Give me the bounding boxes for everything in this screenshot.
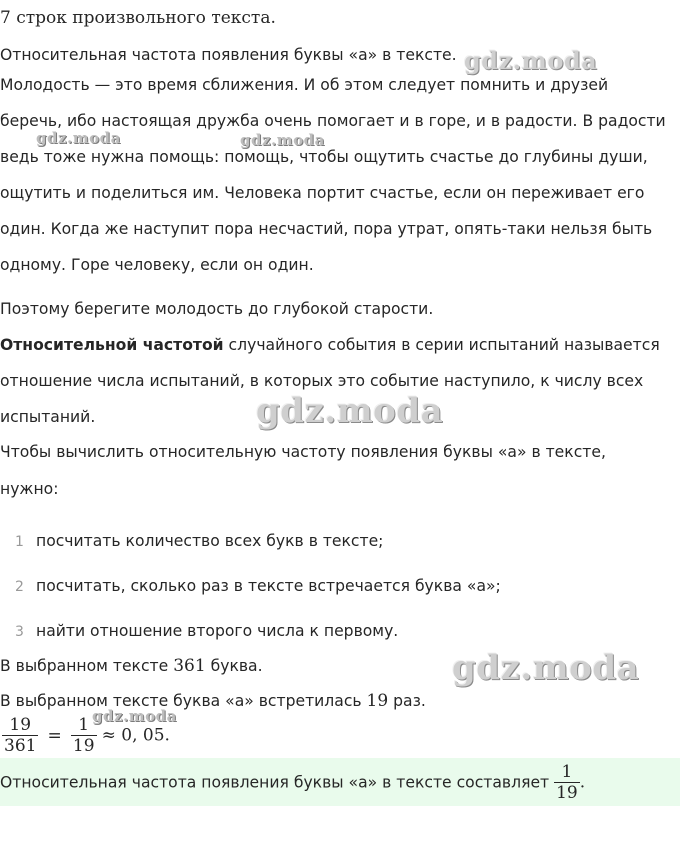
watermark-logo: gdz.moda xyxy=(92,707,177,725)
total-letters-line xyxy=(0,656,263,676)
fraction-numerator: 19 xyxy=(9,715,32,735)
paragraph-line: ведь тоже нужна помощь: помощь, чтобы ощутить счастье до глубины души, xyxy=(0,148,648,166)
answer-box xyxy=(0,758,680,806)
answer-line xyxy=(0,762,585,803)
task-heading xyxy=(0,8,276,28)
step-number: 2 xyxy=(15,579,24,595)
fraction-denominator: 19 xyxy=(556,783,578,803)
answer-text: Относительная частота появления буквы «а» в тексте составляет xyxy=(0,773,555,792)
step-text: найти отношение второго числа к первому. xyxy=(36,622,399,640)
paragraph-line: ощутить и поделиться им. Человека портит счастье, если он переживает его xyxy=(0,184,645,202)
total-letters-prefix: В выбранном тексте xyxy=(0,657,174,675)
fraction-denominator: 19 xyxy=(72,736,95,756)
equals-sign: = xyxy=(47,725,62,746)
answer-fraction xyxy=(554,762,580,803)
count-a-value: 19 xyxy=(366,691,389,711)
step-number: 3 xyxy=(15,624,24,640)
definition-line-2: отношение числа испытаний, в которых это событие наступило, к числу всех xyxy=(0,372,644,390)
definition-text: случайного события в серии испытаний называется xyxy=(223,336,660,354)
method-intro-2: нужно: xyxy=(0,480,59,498)
watermark-logo: gdz.moda xyxy=(256,391,444,431)
watermark-logo: gdz.moda xyxy=(452,648,640,688)
total-letters-value: 361 xyxy=(173,656,206,676)
fraction-19-361 xyxy=(2,715,38,756)
closing-line: Поэтому берегите молодость до глубокой старости. xyxy=(0,300,434,318)
fraction-numerator: 1 xyxy=(78,715,90,735)
count-a-prefix: В выбранном тексте буква «а» встретилась xyxy=(0,692,367,710)
question-line: Относительная частота появления буквы «а» в тексте. xyxy=(0,46,457,64)
count-a-suffix: раз. xyxy=(388,692,426,710)
watermark-logo: gdz.moda xyxy=(240,131,325,149)
approximation: ≈ 0, 05. xyxy=(101,725,170,746)
paragraph-line: беречь, ибо настоящая дружба очень помогает и в горе, и в радости. В радости xyxy=(0,112,666,130)
answer-period: . xyxy=(579,772,586,793)
total-letters-suffix: буква. xyxy=(205,657,263,675)
definition-term: Относительной частотой xyxy=(0,336,224,354)
step-text: посчитать количество всех букв в тексте; xyxy=(36,532,384,550)
heading-text: 7 строк произвольного текста. xyxy=(0,8,276,28)
fraction-numerator: 1 xyxy=(561,762,573,782)
count-a-line xyxy=(0,691,426,711)
definition-line-3: испытаний. xyxy=(0,408,96,426)
definition-line xyxy=(0,335,660,355)
watermark-logo: gdz.moda xyxy=(36,129,121,147)
paragraph-line: один. Когда же наступит пора несчастий, пора утрат, опять-таки нельзя быть xyxy=(0,220,653,238)
fraction-denominator: 361 xyxy=(4,736,37,756)
method-intro: Чтобы вычислить относительную частоту появления буквы «а» в тексте, xyxy=(0,443,606,461)
watermark-logo: gdz.moda xyxy=(464,46,598,75)
paragraph-line: Молодость — это время сближения. И об этом следует помнить и друзей xyxy=(0,76,609,94)
step-number: 1 xyxy=(15,534,24,550)
paragraph-line: одному. Горе человеку, если он один. xyxy=(0,256,314,274)
step-text: посчитать, сколько раз в тексте встречается буква «а»; xyxy=(36,577,501,595)
